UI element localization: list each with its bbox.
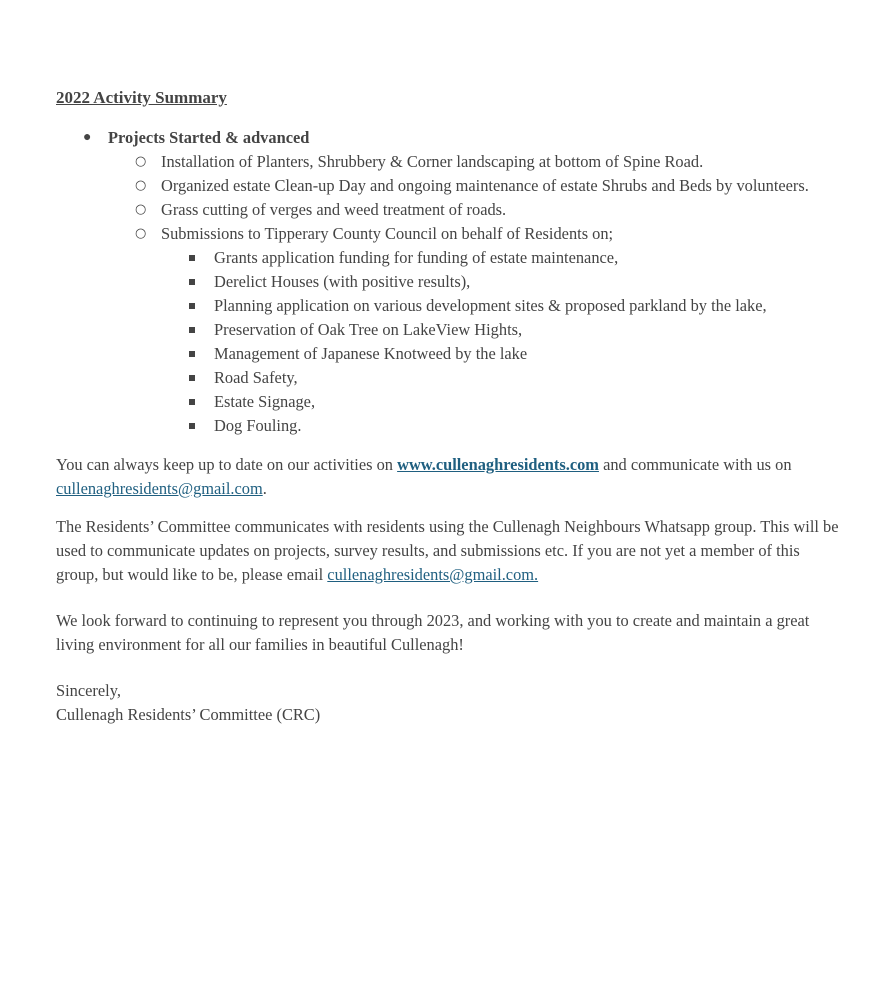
list-item [161, 318, 841, 342]
list-item [161, 270, 841, 294]
list-item-text: Grants application funding for funding of estate maintenance, [214, 248, 619, 267]
contact-text-middle: and communicate with us on [598, 455, 792, 474]
signature: Cullenagh Residents’ Committee (CRC) [56, 705, 321, 724]
salutation: Sincerely, [56, 681, 121, 700]
filled-square-bullet-icon [189, 399, 195, 405]
whatsapp-text: The Residents’ Committee communicates with residents using the Cullenagh Neighbours Whatsapp group. This will be used to communicate updates on projects, survey results, and submissions etc. If you are not yet a member of this group, but would like to be, please email [56, 517, 839, 584]
hollow-circle-bullet-icon: ○ [135, 178, 147, 193]
list-item-text: Submissions to Tipperary County Council on behalf of Residents on; [161, 224, 614, 243]
filled-square-bullet-icon [189, 279, 195, 285]
website-link[interactable]: www.cullenaghresidents.com [397, 455, 599, 474]
contact-paragraph [56, 453, 841, 501]
sign-off [56, 679, 841, 727]
document-page [56, 86, 841, 727]
hollow-circle-bullet-icon: ○ [135, 202, 147, 217]
list-item-text: Installation of Planters, Shrubbery & Corner landscaping at bottom of Spine Road. [161, 152, 704, 171]
list-item-text: Derelict Houses (with positive results), [214, 272, 471, 291]
list-item-text: Organized estate Clean-up Day and ongoing maintenance of estate Shrubs and Beds by volunteers. [161, 176, 809, 195]
list-item [161, 390, 841, 414]
closing-paragraph: We look forward to continuing to represent you through 2023, and working with you to create and maintain a great living environment for all our families in beautiful Cullenagh! [56, 611, 810, 654]
filled-square-bullet-icon [189, 375, 195, 381]
email-link-2[interactable]: cullenaghresidents@gmail.com. [327, 565, 539, 584]
list-item-text: Grass cutting of verges and weed treatment of roads. [161, 200, 507, 219]
list-item [108, 222, 841, 438]
hollow-circle-bullet-icon: ○ [135, 154, 147, 169]
list-item [108, 174, 841, 198]
list-item-text: Estate Signage, [214, 392, 316, 411]
contact-text-before: You can always keep up to date on our activities on [56, 455, 398, 474]
filled-square-bullet-icon [189, 327, 195, 333]
list-item [161, 342, 841, 366]
filled-circle-bullet-icon: ● [83, 130, 92, 145]
page-title: 2022 Activity Summary [56, 88, 227, 107]
list-item-text: Dog Fouling. [214, 416, 302, 435]
filled-square-bullet-icon [189, 255, 195, 261]
list-item [161, 414, 841, 438]
project-list [108, 150, 841, 438]
list-item [161, 366, 841, 390]
list-item [108, 150, 841, 174]
list-item [161, 246, 841, 270]
filled-square-bullet-icon [189, 423, 195, 429]
whatsapp-paragraph [56, 515, 841, 587]
list-item-text: Preservation of Oak Tree on LakeView Hights, [214, 320, 523, 339]
list-item-text: Road Safety, [214, 368, 298, 387]
list-item-text: Management of Japanese Knotweed by the lake [214, 344, 528, 363]
list-item [108, 198, 841, 222]
email-link[interactable]: cullenaghresidents@gmail.com [56, 479, 263, 498]
submission-list [161, 246, 841, 438]
filled-square-bullet-icon [189, 351, 195, 357]
list-item-text: Planning application on various development sites & proposed parkland by the lake, [214, 296, 767, 315]
section-label: Projects Started & advanced [108, 128, 310, 147]
contact-text-after: . [262, 479, 267, 498]
list-item-projects [56, 126, 841, 438]
hollow-circle-bullet-icon: ○ [135, 226, 147, 241]
list-item [161, 294, 841, 318]
filled-square-bullet-icon [189, 303, 195, 309]
activity-list [56, 126, 841, 438]
